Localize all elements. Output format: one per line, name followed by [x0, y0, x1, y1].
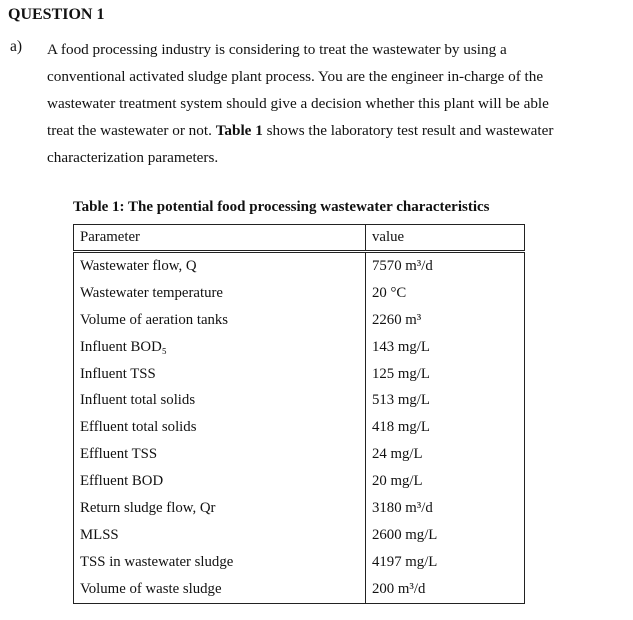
- parameter-cell: Effluent BOD: [74, 468, 366, 495]
- question-heading: QUESTION 1: [8, 6, 105, 23]
- parameter-cell: Volume of aeration tanks: [74, 307, 366, 334]
- value-cell: 20 °C: [366, 280, 525, 307]
- column-header-value: value: [366, 225, 525, 252]
- parameter-cell: Influent TSS: [74, 361, 366, 388]
- parameter-cell: Return sludge flow, Qr: [74, 495, 366, 522]
- table-row: [74, 522, 525, 549]
- question-paragraph: [47, 36, 627, 171]
- value-cell: 7570 m³/d: [366, 252, 525, 280]
- value-cell: 3180 m³/d: [366, 495, 525, 522]
- value-cell: 20 mg/L: [366, 468, 525, 495]
- table-row: [74, 576, 525, 603]
- value-cell: 125 mg/L: [366, 361, 525, 388]
- paragraph-line: [47, 117, 627, 144]
- table-reference: Table 1: [215, 122, 263, 139]
- parameter-cell: Effluent total solids: [74, 414, 366, 441]
- value-cell: 2260 m³: [366, 307, 525, 334]
- paragraph-line-start: treat the wastewater or not.: [47, 122, 212, 139]
- table-row: [74, 387, 525, 414]
- table-row: [74, 280, 525, 307]
- characteristics-table: [73, 224, 525, 604]
- column-header-parameter: Parameter: [74, 225, 366, 252]
- table-row: [74, 361, 525, 388]
- table-row: [74, 549, 525, 576]
- paragraph-line: A food processing industry is considering to treat the wastewater by using a: [47, 41, 507, 58]
- parameter-cell: Wastewater flow, Q: [74, 252, 366, 280]
- table-row: [74, 252, 525, 280]
- parameter-cell: Influent BOD₅: [74, 334, 366, 361]
- value-cell: 200 m³/d: [366, 576, 525, 603]
- table-row: [74, 441, 525, 468]
- value-cell: 513 mg/L: [366, 387, 525, 414]
- parameter-cell: Volume of waste sludge: [74, 576, 366, 603]
- parameter-cell: Effluent TSS: [74, 441, 366, 468]
- table-body: [74, 252, 525, 604]
- table-caption: Table 1: The potential food processing wastewater characteristics: [73, 199, 490, 215]
- table-header-row: [74, 225, 525, 252]
- table-row: [74, 307, 525, 334]
- table-row: [74, 468, 525, 495]
- table-row: [74, 495, 525, 522]
- parameter-cell: Wastewater temperature: [74, 280, 366, 307]
- value-cell: 4197 mg/L: [366, 549, 525, 576]
- parameter-cell: MLSS: [74, 522, 366, 549]
- part-label: a): [10, 38, 23, 55]
- table-row: [74, 414, 525, 441]
- paragraph-line: conventional activated sludge plant process. You are the engineer in-charge of the: [47, 68, 544, 85]
- table-row: [74, 334, 525, 361]
- parameter-cell: Influent total solids: [74, 387, 366, 414]
- parameter-cell: TSS in wastewater sludge: [74, 549, 366, 576]
- paragraph-line: wastewater treatment system should give a decision whether this plant will be able: [47, 95, 549, 112]
- paragraph-line: characterization parameters.: [47, 149, 219, 166]
- value-cell: 24 mg/L: [366, 441, 525, 468]
- value-cell: 143 mg/L: [366, 334, 525, 361]
- value-cell: 418 mg/L: [366, 414, 525, 441]
- value-cell: 2600 mg/L: [366, 522, 525, 549]
- paragraph-line-end: shows the laboratory test result and wastewater: [262, 122, 554, 139]
